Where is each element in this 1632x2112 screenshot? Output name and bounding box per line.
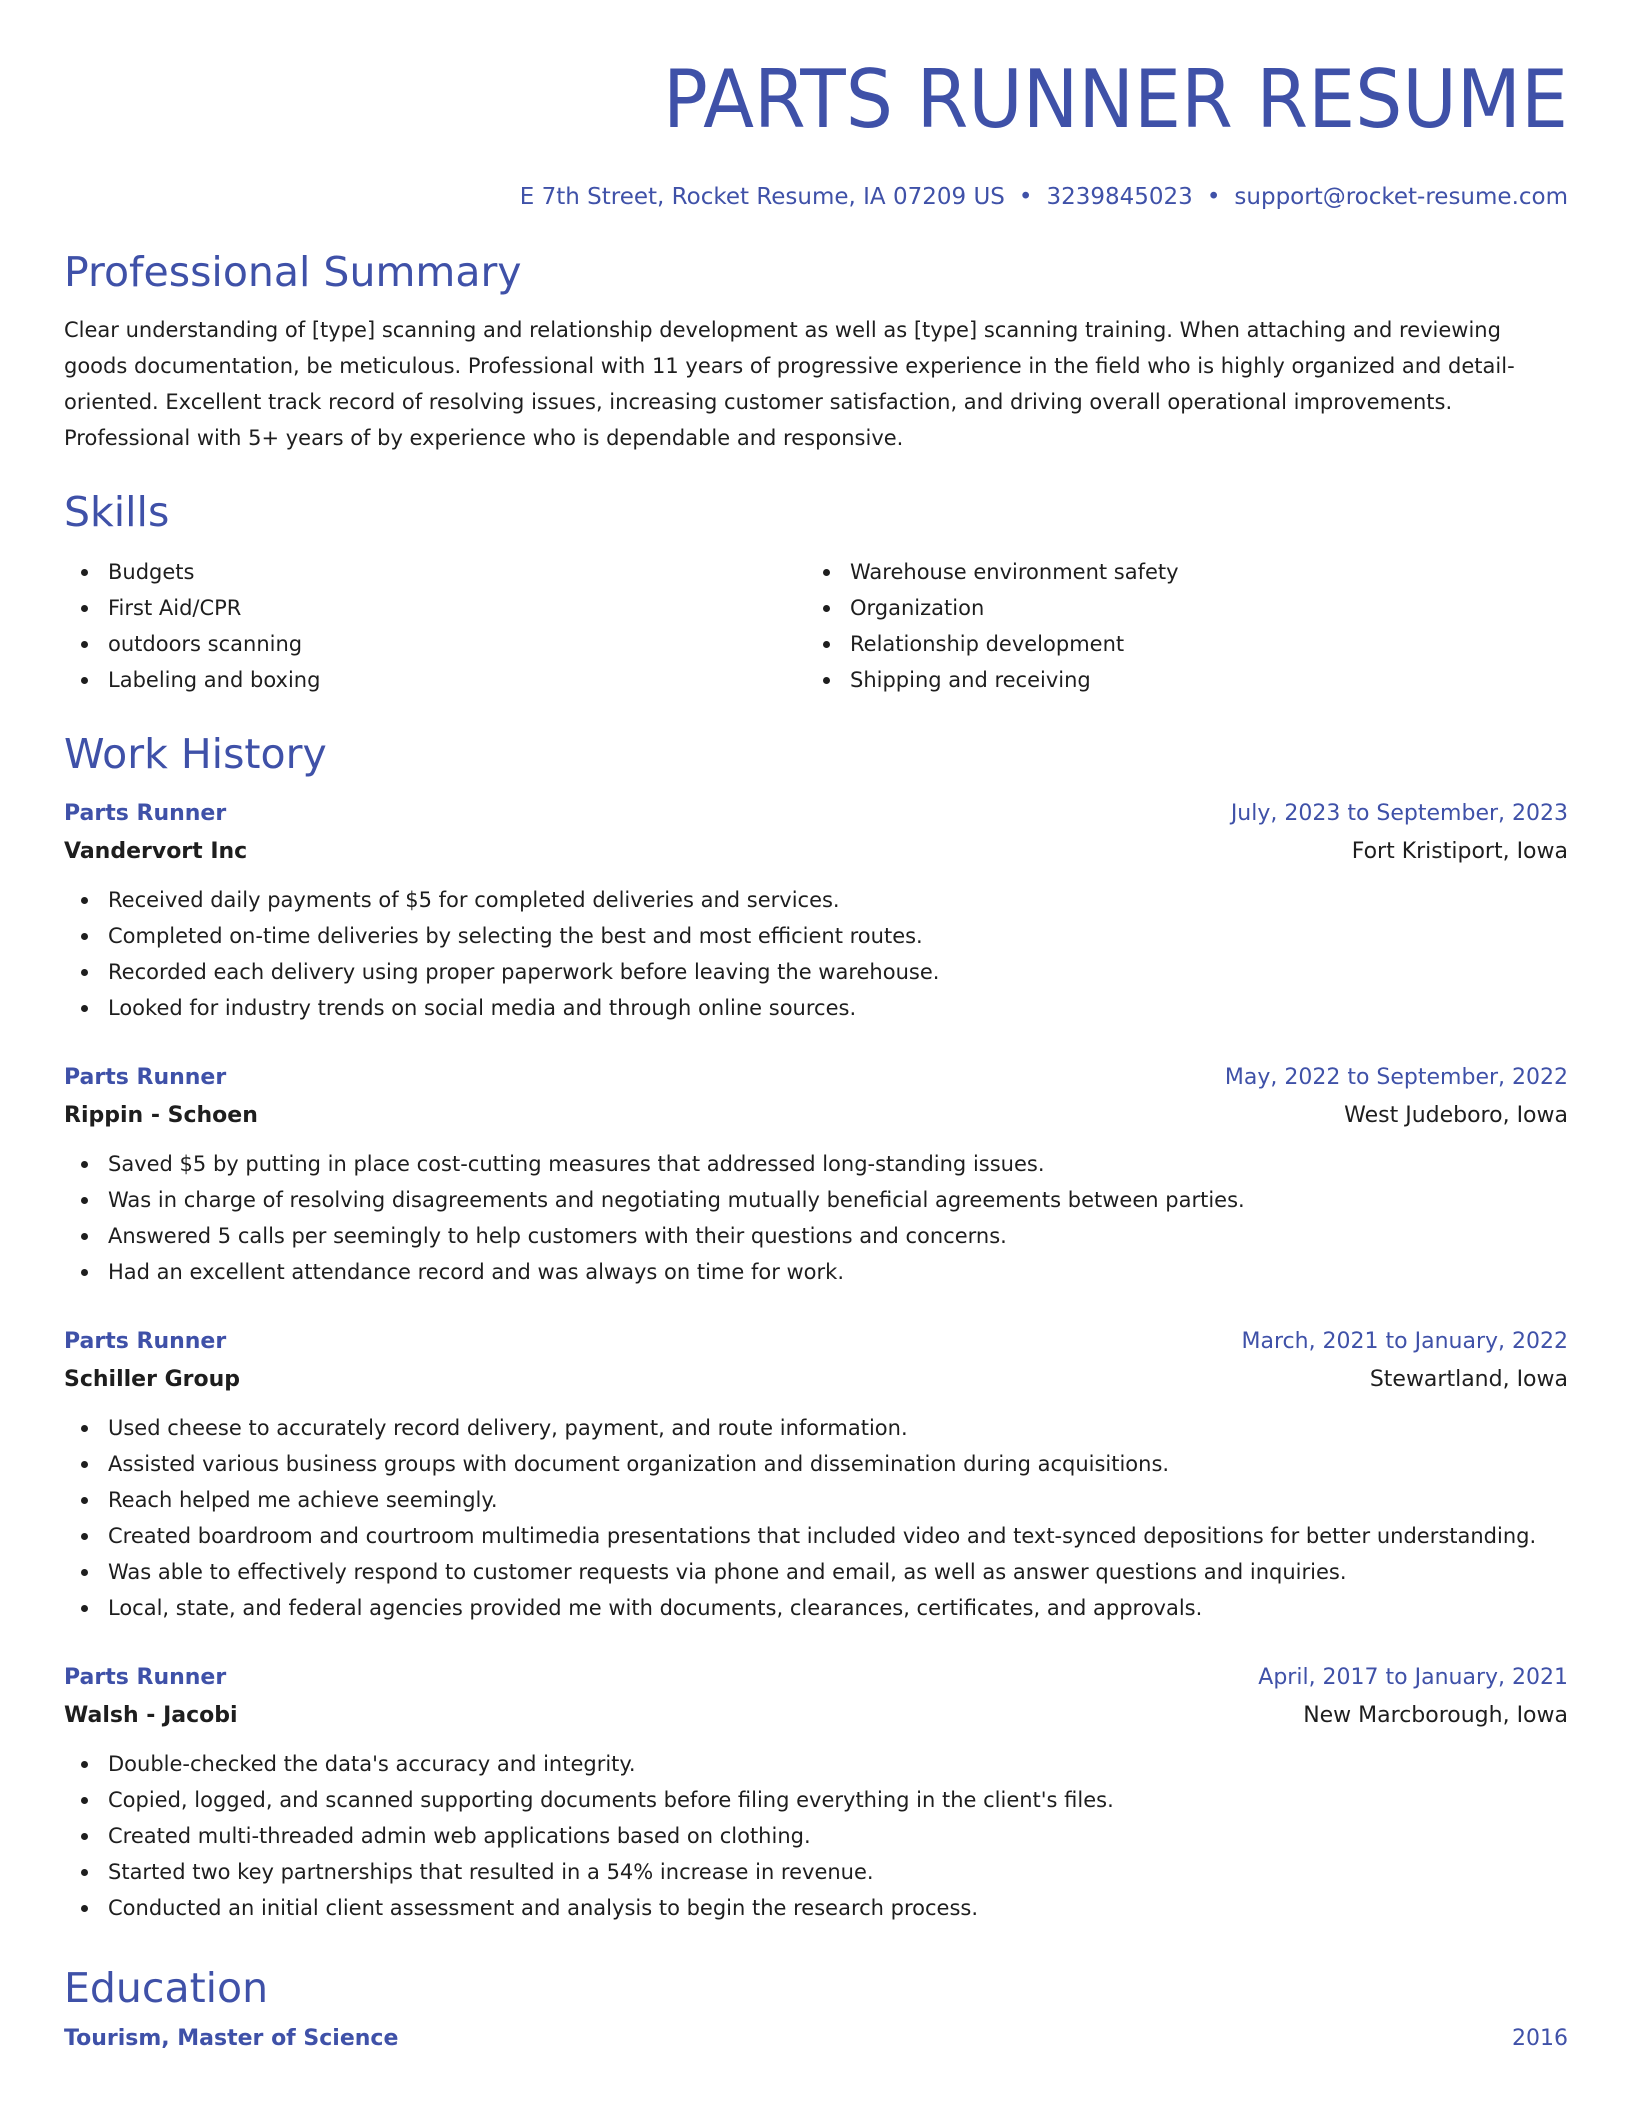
job-entry [64, 1660, 1568, 1926]
job-bullet: Created boardroom and courtroom multimedia presentations that included video and text-synced depositions for better understanding. [108, 1518, 1568, 1554]
job-bullet: Saved $5 by putting in place cost-cutting measures that addressed long-standing issues. [108, 1146, 1568, 1182]
education-entry [64, 2026, 1568, 2051]
skills-list-right [806, 554, 1548, 698]
job-dates: March, 2021 to January, 2022 [1241, 1329, 1568, 1354]
education-list [64, 2026, 1568, 2051]
job-bullet: Completed on-time deliveries by selecting the best and most efficient routes. [108, 918, 1568, 954]
job-company-row [64, 1360, 1568, 1400]
contact-separator: • [1206, 184, 1221, 210]
company-name: Walsh - Jacobi [64, 1703, 238, 1728]
skill-item: Organization [850, 590, 1548, 626]
skill-item: Labeling and boxing [108, 662, 806, 698]
skill-item: Budgets [108, 554, 806, 590]
job-bullet: Looked for industry trends on social media and through online sources. [108, 990, 1568, 1026]
company-name: Rippin - Schoen [64, 1103, 258, 1128]
skills-section [64, 484, 1568, 698]
job-location: Fort Kristiport, Iowa [1351, 839, 1568, 864]
job-location: Stewartland, Iowa [1369, 1367, 1568, 1392]
job-list [64, 796, 1568, 1926]
education-degree: Tourism, Master of Science [64, 2026, 399, 2051]
section-heading-summary: Professional Summary [64, 248, 522, 296]
job-header-row [64, 796, 1568, 832]
education-year: 2016 [1512, 2026, 1568, 2051]
job-bullet: Local, state, and federal agencies provided me with documents, clearances, certificates, and approvals. [108, 1590, 1568, 1626]
job-bullet: Double-checked the data's accuracy and integrity. [108, 1746, 1568, 1782]
skills-grid [64, 554, 1568, 698]
job-bullet-list [64, 1146, 1568, 1290]
job-entry [64, 1060, 1568, 1290]
contact-separator: • [1018, 184, 1033, 210]
job-entry [64, 796, 1568, 1026]
job-bullet: Answered 5 calls per seemingly to help customers with their questions and concerns. [108, 1218, 1568, 1254]
job-bullet-list [64, 1410, 1568, 1626]
job-company-row [64, 1096, 1568, 1136]
job-title: Parts Runner [64, 1329, 227, 1354]
job-bullet: Created multi-threaded admin web applications based on clothing. [108, 1818, 1568, 1854]
job-bullet: Conducted an initial client assessment and analysis to begin the research process. [108, 1890, 1568, 1926]
job-dates: May, 2022 to September, 2022 [1224, 1065, 1568, 1090]
job-dates: July, 2023 to September, 2023 [1230, 801, 1568, 826]
job-bullet-list [64, 1746, 1568, 1926]
skill-item: Shipping and receiving [850, 662, 1548, 698]
skill-item: First Aid/CPR [108, 590, 806, 626]
education-section [64, 1960, 1568, 2051]
job-bullet: Had an excellent attendance record and was always on time for work. [108, 1254, 1568, 1290]
skills-list-left [64, 554, 806, 698]
skill-item: outdoors scanning [108, 626, 806, 662]
professional-summary-section [64, 244, 1568, 456]
section-heading-work-history: Work History [64, 730, 327, 778]
job-bullet: Was in charge of resolving disagreements and negotiating mutually beneficial agreements between parties. [108, 1182, 1568, 1218]
job-title: Parts Runner [64, 1665, 227, 1690]
work-history-section [64, 726, 1568, 1926]
section-heading-skills: Skills [64, 488, 170, 536]
summary-text: Clear understanding of [type] scanning and relationship development as well as [type] scanning training. When attaching and reviewing goods documentation, be meticulous. Professional with 11 years of progressive experience in the field who is highly organized and detail-oriented. Excellent track record of resolving issues, increasing customer satisfaction, and driving overall operational improvements. Professional with 5+ years of by experience who is dependable and responsive. [64, 318, 1515, 450]
job-bullet: Copied, logged, and scanned supporting documents before filing everything in the client's files. [108, 1782, 1568, 1818]
company-name: Schiller Group [64, 1367, 241, 1392]
contact-phone: 3239845023 [1046, 184, 1193, 210]
contact-address: E 7th Street, Rocket Resume, IA 07209 US [519, 184, 1005, 210]
resume-title: PARTS RUNNER RESUME [662, 53, 1568, 146]
job-bullet: Used cheese to accurately record delivery, payment, and route information. [108, 1410, 1568, 1446]
job-title: Parts Runner [64, 1065, 227, 1090]
job-bullet: Started two key partnerships that resulted in a 54% increase in revenue. [108, 1854, 1568, 1890]
job-bullet: Recorded each delivery using proper paperwork before leaving the warehouse. [108, 954, 1568, 990]
job-title: Parts Runner [64, 801, 227, 826]
job-bullet: Reach helped me achieve seemingly. [108, 1482, 1568, 1518]
skill-item: Relationship development [850, 626, 1548, 662]
job-header-row [64, 1060, 1568, 1096]
job-bullet: Assisted various business groups with document organization and dissemination during acquisitions. [108, 1446, 1568, 1482]
job-bullet: Was able to effectively respond to customer requests via phone and email, as well as answer questions and inquiries. [108, 1554, 1568, 1590]
job-dates: April, 2017 to January, 2021 [1258, 1665, 1568, 1690]
job-location: West Judeboro, Iowa [1344, 1103, 1568, 1128]
job-header-row [64, 1324, 1568, 1360]
contact-email: support@rocket-resume.com [1234, 184, 1568, 210]
job-bullet-list [64, 882, 1568, 1026]
job-bullet: Received daily payments of $5 for completed deliveries and services. [108, 882, 1568, 918]
job-header-row [64, 1660, 1568, 1696]
job-location: New Marcborough, Iowa [1303, 1703, 1568, 1728]
job-entry [64, 1324, 1568, 1626]
job-company-row [64, 1696, 1568, 1736]
job-company-row [64, 832, 1568, 872]
skill-item: Warehouse environment safety [850, 554, 1548, 590]
contact-line [64, 182, 1568, 212]
section-heading-education: Education [64, 1964, 269, 2012]
company-name: Vandervort Inc [64, 839, 248, 864]
